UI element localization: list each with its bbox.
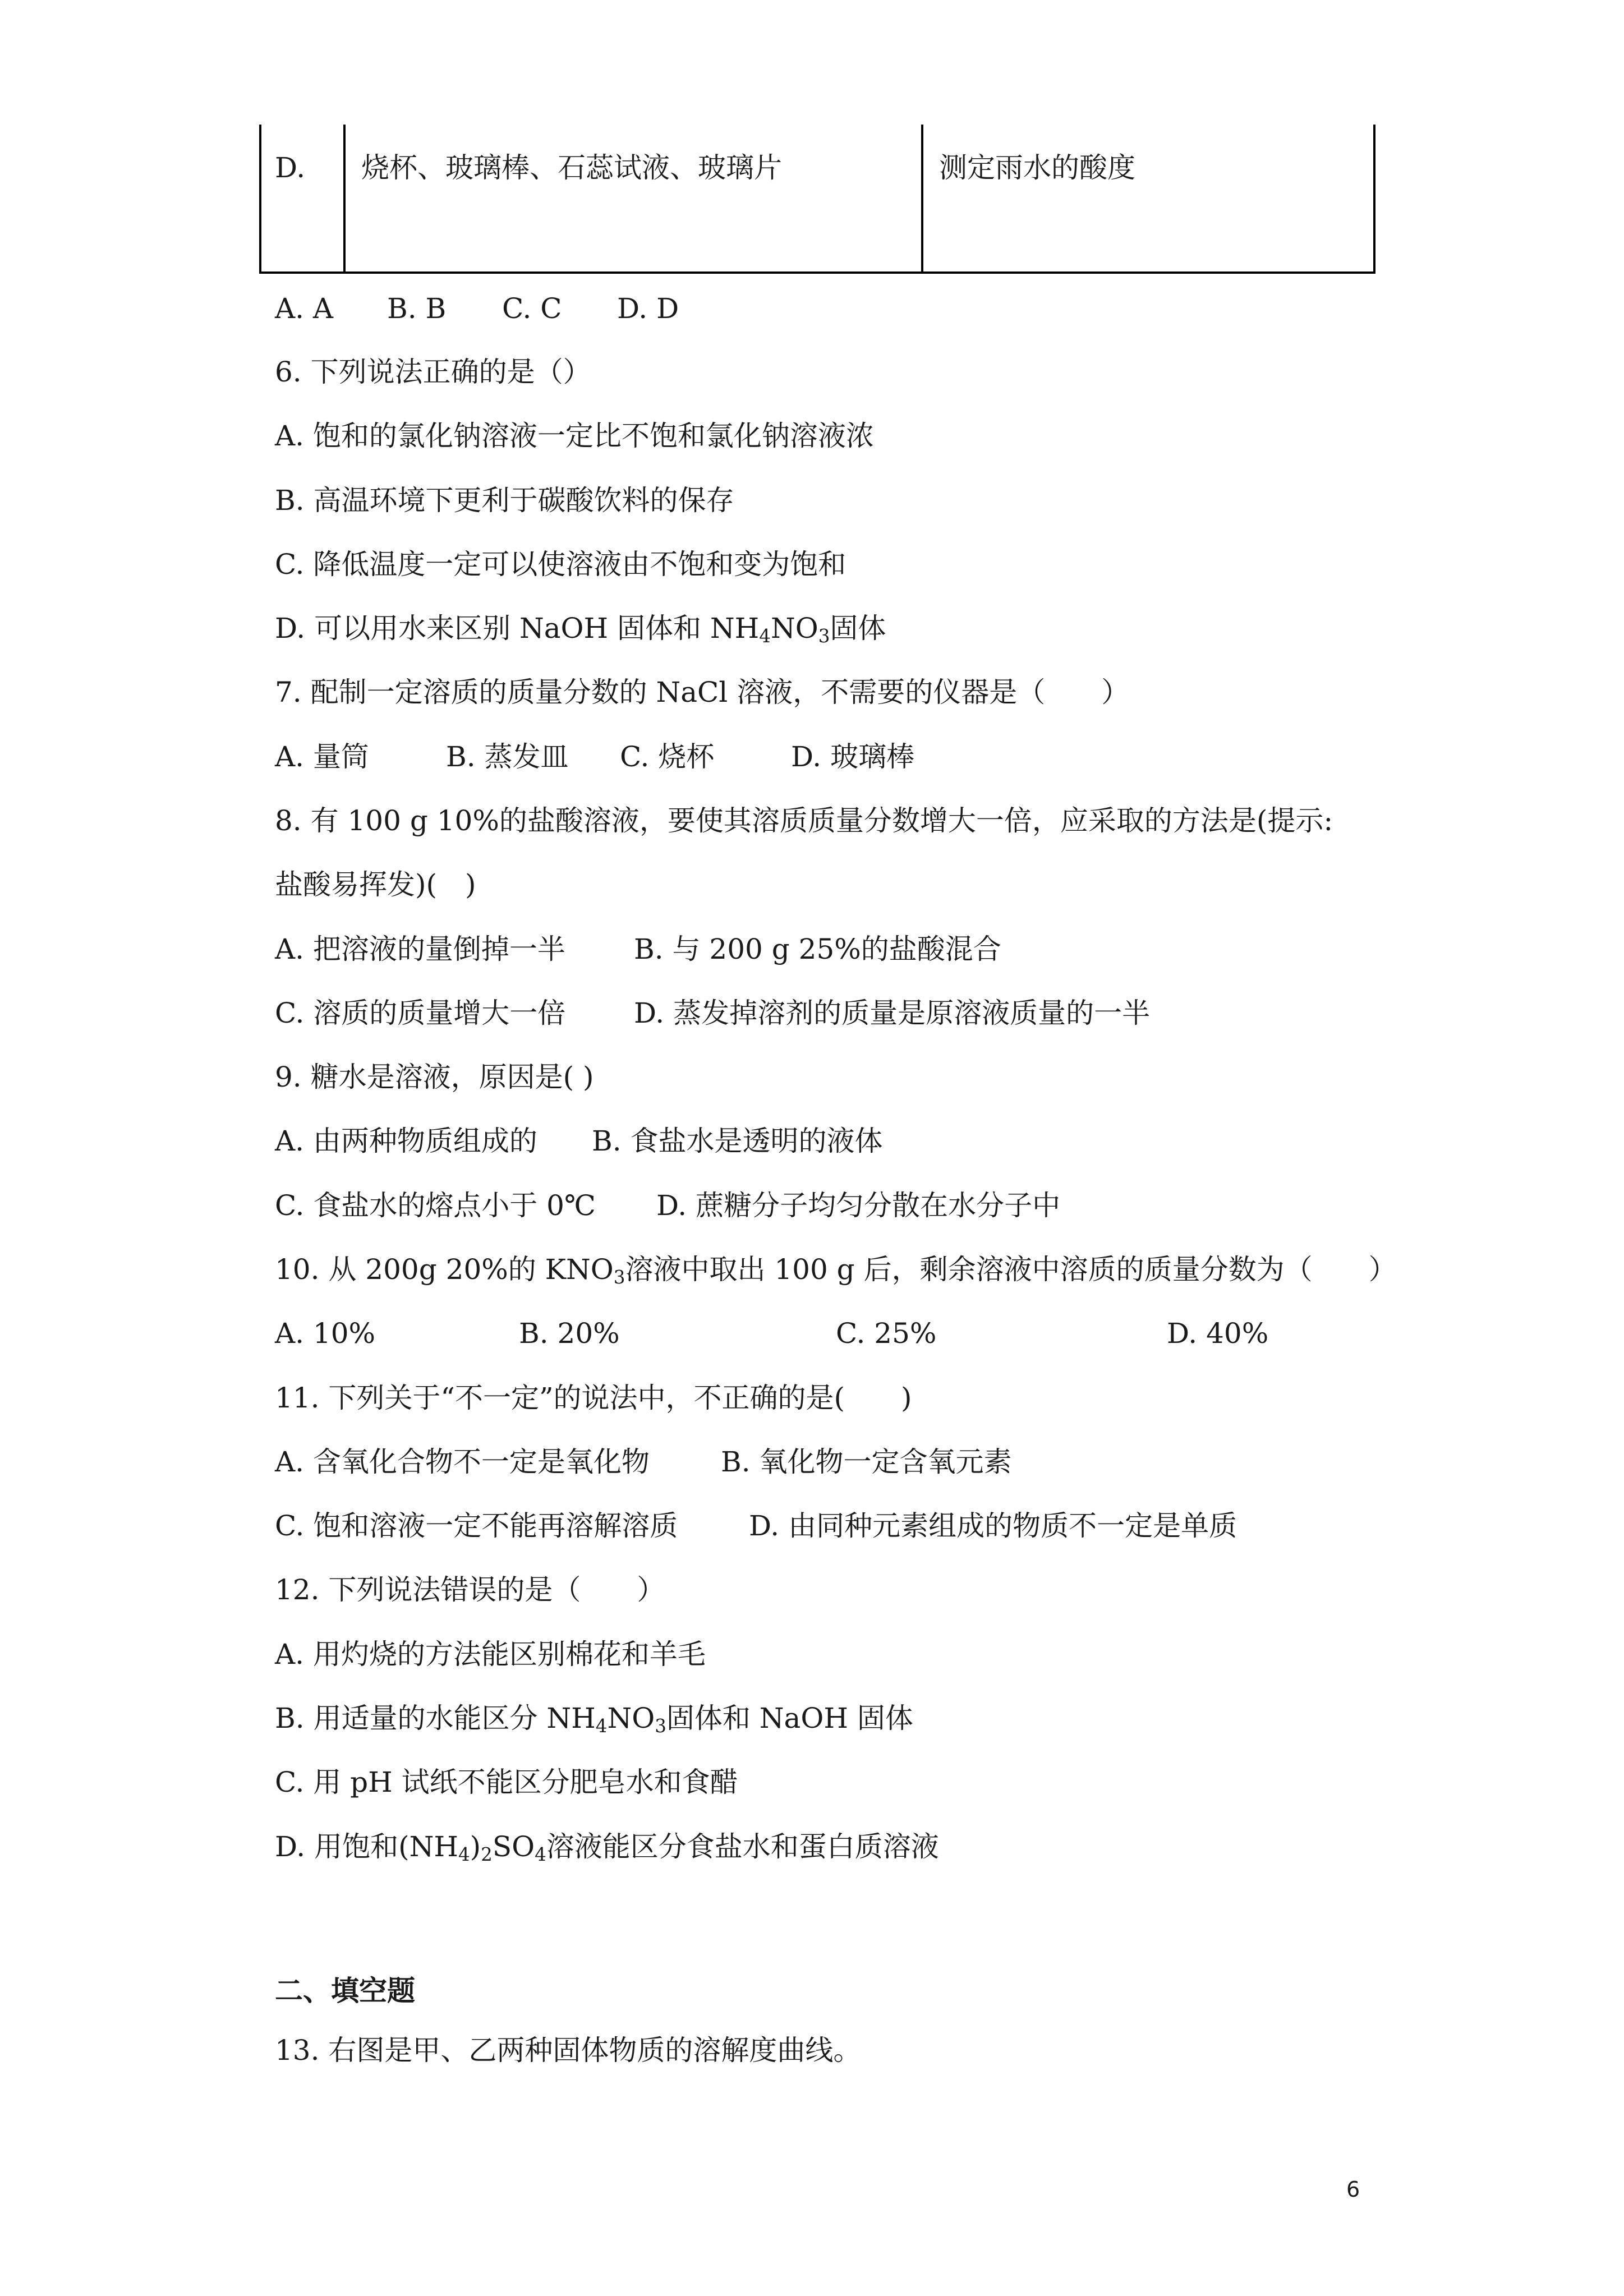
q8-option-b: B. 与 200 g 25%的盐酸混合 xyxy=(634,933,1001,965)
q5-option-d: D. D xyxy=(617,292,679,325)
q11-stem: 11. 下列关于“不一定”的说法中，不正确的是( ) xyxy=(275,1382,912,1414)
table-row-label: D. xyxy=(275,151,306,184)
q6-option-a: A. 饱和的氯化钠溶液一定比不饱和氯化钠溶液浓 xyxy=(275,420,874,452)
q8-option-c: C. 溶质的质量增大一倍 xyxy=(275,997,566,1029)
q12-option-d: D. 用饱和$(NH_4)_2SO_4$溶液能区分食盐水和蛋白质溶液 xyxy=(275,1830,939,1866)
q9-option-d: D. 蔗糖分子均匀分散在水分子中 xyxy=(656,1189,1061,1222)
q10-option-b: B. 20% xyxy=(519,1317,620,1350)
q13-stem: 13. 右图是甲、乙两种固体物质的溶解度曲线。 xyxy=(275,2034,862,2067)
q11-option-b: B. 氧化物一定含氧元素 xyxy=(721,1446,1012,1478)
section-title-fill-in: 二、填空题 xyxy=(275,1974,415,2007)
q12-option-c: C. 用 pH 试纸不能区分肥皂水和食醋 xyxy=(275,1766,738,1798)
q8-option-d: D. 蒸发掉溶剂的质量是原溶液质量的一半 xyxy=(634,997,1151,1029)
q11-option-d: D. 由同种元素组成的物质不一定是单质 xyxy=(749,1510,1237,1542)
q10-option-c: C. 25% xyxy=(836,1317,937,1350)
q9-stem: 9. 糖水是溶液，原因是( ) xyxy=(275,1061,594,1093)
q6-option-c: C. 降低温度一定可以使溶液由不饱和变为饱和 xyxy=(275,548,846,581)
q12-option-a: A. 用灼烧的方法能区别棉花和羊毛 xyxy=(275,1638,706,1671)
q9-option-c: C. 食盐水的熔点小于 0℃ xyxy=(275,1189,596,1222)
q7-stem: 7. 配制一定溶质的质量分数的 NaCl 溶液，不需要的仪器是（ ） xyxy=(275,676,1130,708)
experiment-table xyxy=(259,125,1375,273)
table-divider-1 xyxy=(343,125,346,274)
q6-option-d: D. 可以用水来区别 NaOH 固体和 $NH_4NO_3$固体 xyxy=(275,612,886,647)
q10-stem: 10. 从 200g 20%的 $KNO_3$溶液中取出 100 g 后，剩余溶液中溶质的质量分数为（ ） xyxy=(275,1253,1397,1289)
q12-option-b: B. 用适量的水能区分 $NH_4NO_3$固体和 NaOH 固体 xyxy=(275,1702,913,1737)
q8-stem-line1: 8. 有 100 g 10%的盐酸溶液，要使其溶质质量分数增大一倍，应采取的方法是(提示: xyxy=(275,804,1333,837)
q12-stem: 12. 下列说法错误的是（ ） xyxy=(275,1573,665,1606)
q5-option-a: A. A xyxy=(275,292,334,325)
q9-option-b: B. 食盐水是透明的液体 xyxy=(592,1125,883,1157)
q8-stem-line2: 盐酸易挥发)( ) xyxy=(275,868,476,901)
q7-option-b: B. 蒸发皿 xyxy=(446,740,569,773)
q7-option-a: A. 量筒 xyxy=(275,740,369,773)
q7-option-c: C. 烧杯 xyxy=(620,740,715,773)
q11-option-a: A. 含氧化合物不一定是氧化物 xyxy=(275,1446,650,1478)
q5-option-c: C. C xyxy=(502,292,562,325)
table-row-purpose: 测定雨水的酸度 xyxy=(939,151,1135,184)
q11-option-c: C. 饱和溶液一定不能再溶解溶质 xyxy=(275,1510,678,1542)
q6-stem: 6. 下列说法正确的是（） xyxy=(275,356,591,388)
q7-option-d: D. 玻璃棒 xyxy=(791,740,915,773)
q8-option-a: A. 把溶液的量倒掉一半 xyxy=(275,933,565,965)
table-row-items: 烧杯、玻璃棒、石蕊试液、玻璃片 xyxy=(361,151,782,184)
page-number: 6 xyxy=(1346,2177,1360,2202)
q10-option-d: D. 40% xyxy=(1167,1317,1269,1350)
table-border-bottom xyxy=(259,272,1375,274)
q10-option-a: A. 10% xyxy=(275,1317,376,1350)
table-divider-2 xyxy=(921,125,923,274)
q5-option-b: B. B xyxy=(387,292,447,325)
table-border-left xyxy=(259,125,261,274)
q9-option-a: A. 由两种物质组成的 xyxy=(275,1125,537,1157)
table-border-right xyxy=(1373,125,1375,274)
q6-option-b: B. 高温环境下更利于碳酸饮料的保存 xyxy=(275,484,734,517)
